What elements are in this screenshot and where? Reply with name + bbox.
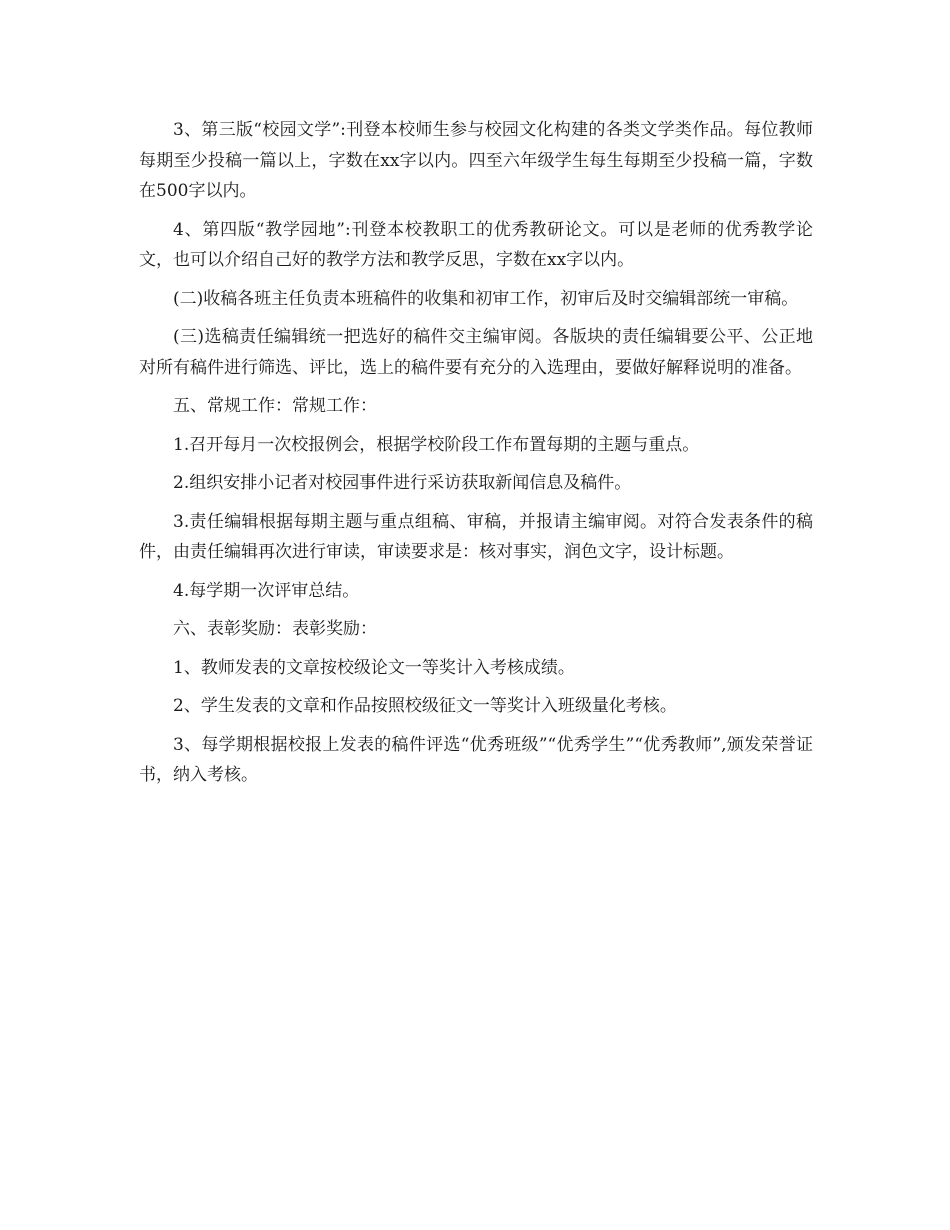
paragraph-routine-4: 4.每学期一次评审总结。 (173, 580, 360, 601)
paragraph-award-3: 3、每学期根据校报上发表的稿件评选“优秀班级”“优秀学生”“优秀教师”,颁发荣誉证书，纳入考核。 (139, 734, 813, 785)
heading-awards: 六、表彰奖励：表彰奖励： (173, 619, 377, 639)
heading-routine-work: 五、常规工作：常规工作： (173, 396, 377, 416)
paragraph-section-4: 4、第四版“教学园地”:刊登本校教职工的优秀教研论文。可以是老师的优秀教学论文，也可以介绍自己好的教学方法和教学反思，字数在xx字以内。 (139, 219, 813, 270)
paragraph-award-2: 2、学生发表的文章和作品按照校级征文一等奖计入班级量化考核。 (173, 696, 677, 716)
document-body (139, 115, 813, 799)
paragraph-routine-2: 2.组织安排小记者对校园事件进行采访获取新闻信息及稿件。 (173, 473, 632, 493)
paragraph-routine-1: 1.召开每月一次校报例会，根据学校阶段工作布置每期的主题与重点。 (173, 434, 700, 455)
paragraph-routine-3: 3.责任编辑根据每期主题与重点组稿、审稿，并报请主编审阅。对符合发表条件的稿件，由责任编辑再次进行审读，审读要求是：核对事实，润色文字，设计标题。 (139, 511, 813, 562)
paragraph-select-manuscripts: (三)选稿责任编辑统一把选好的稿件交主编审阅。各版块的责任编辑要公平、公正地对所有稿件进行筛选、评比，选上的稿件要有充分的入选理由，要做好解释说明的准备。 (139, 327, 813, 378)
paragraph-award-1: 1、教师发表的文章按校级论文一等奖计入考核成绩。 (173, 657, 575, 678)
paragraph-section-3: 3、第三版“校园文学”:刊登本校师生参与校园文化构建的各类文学类作品。每位教师每期至少投稿一篇以上，字数在xx字以内。四至六年级学生每生每期至少投稿一篇，字数在500字以内。 (139, 120, 813, 201)
paragraph-collect-manuscripts: (二)收稿各班主任负责本班稿件的收集和初审工作，初审后及时交编辑部统一审稿。 (173, 288, 799, 309)
